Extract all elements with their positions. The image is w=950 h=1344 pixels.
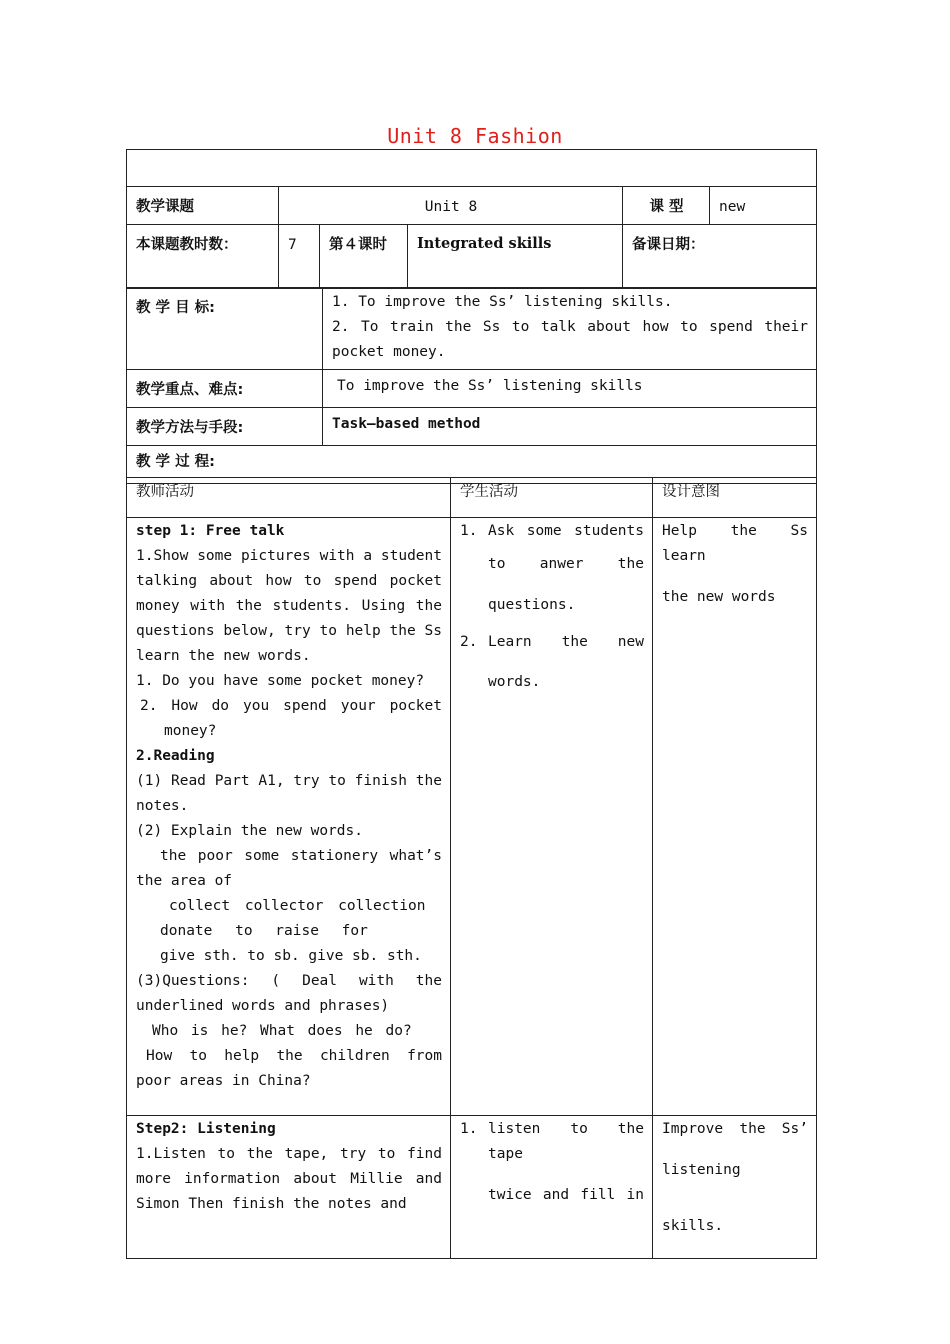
col-teacher-header: 教师活动 [127,478,451,518]
blank-row [127,150,817,187]
process-table [126,477,817,1259]
step1-line: 1.Show some pictures with a student talking about how to spend pocket money with the students. Using the questions below, try to help the Ss learn the new words. [136,548,442,664]
step2-text: 1.Listen to the tape, try to find more information about Millie and Simon Then finish the notes and [136,1146,442,1212]
step1-line: 1. Do you have some pocket money? [136,673,425,689]
lesson-value: Integrated skills [408,225,623,289]
step1-line: 2. How do you spend your pocket money? [140,698,442,739]
design-text-line: Help the Ss learn [662,523,808,564]
design-line: Improve the Ss’ [662,1121,808,1137]
hours-label: 本课题教时数： [127,225,279,289]
reading-line: Who is he? What does he do? [152,1023,412,1039]
col-student-header: 学生活动 [451,478,653,518]
lesson-goals-table [126,287,817,484]
methods-value: Task—based method [323,408,817,446]
objectives-label: 教 学 目 标: [127,288,323,370]
step2-design-cell [653,1116,817,1259]
reading-line: (3)Questions: ( Deal with the underlined words and phrases) [136,973,442,1014]
key-points-label: 教学重点、难点: [127,370,323,408]
step1-student-cell [451,518,653,1116]
reading-line: collect collector collection [169,898,426,914]
reading-line: (1) Read Part A1, try to finish the notes. [136,773,442,814]
step1-heading: step 1: Free talk [136,523,285,539]
reading-line: give sth. to sb. give sb. sth. [160,948,422,964]
student-item: 1. listen to the tape [460,1121,644,1162]
student-item-cont: words. [488,674,541,690]
reading-line: donate to raise for [160,923,368,939]
type-value: new [710,187,817,225]
student-item: 1. Ask some students [460,523,644,539]
reading-line: the poor some stationery what’s the area of [136,848,442,889]
hours-value: 7 [279,225,320,289]
objective-item: 1. To improve the Ss’ listening skills. [332,294,673,310]
objectives-list [323,288,817,370]
topic-value: Unit 8 [279,187,623,225]
topic-label: 教学课题 [127,187,279,225]
step2-teacher-cell [127,1116,451,1259]
key-points-value: To improve the Ss’ listening skills [323,370,817,408]
student-item-cont: questions. [488,597,576,613]
reading-line: (2) Explain the new words. [136,823,363,839]
methods-label: 教学方法与手段: [127,408,323,446]
step1-design-cell [653,518,817,1116]
col-design-header: 设计意图 [653,478,817,518]
step2-heading: Step2: Listening [136,1121,276,1137]
student-item-cont: to anwer the [488,556,644,572]
type-label: 课 型 [623,187,710,225]
lesson-plan-header-table [126,149,817,289]
step1-teacher-cell [127,518,451,1116]
page-title: Unit 8 Fashion [387,124,563,148]
process-label: 教 学 过 程: [127,446,817,484]
reading-line: How to help the children from poor areas in China? [136,1048,442,1089]
design-text-line2: the new words [662,589,776,605]
student-item-cont: twice and fill in [488,1187,644,1203]
reading-heading: 2.Reading [136,748,215,764]
step2-student-cell [451,1116,653,1259]
objective-item: 2. To train the Ss to talk about how to spend their pocket money. [332,319,808,360]
design-line: listening skills. [662,1162,741,1234]
prep-date-label: 备课日期： [623,225,817,289]
student-item: 2. Learn the new [460,634,644,650]
lesson-label: 第４课时 [320,225,408,289]
